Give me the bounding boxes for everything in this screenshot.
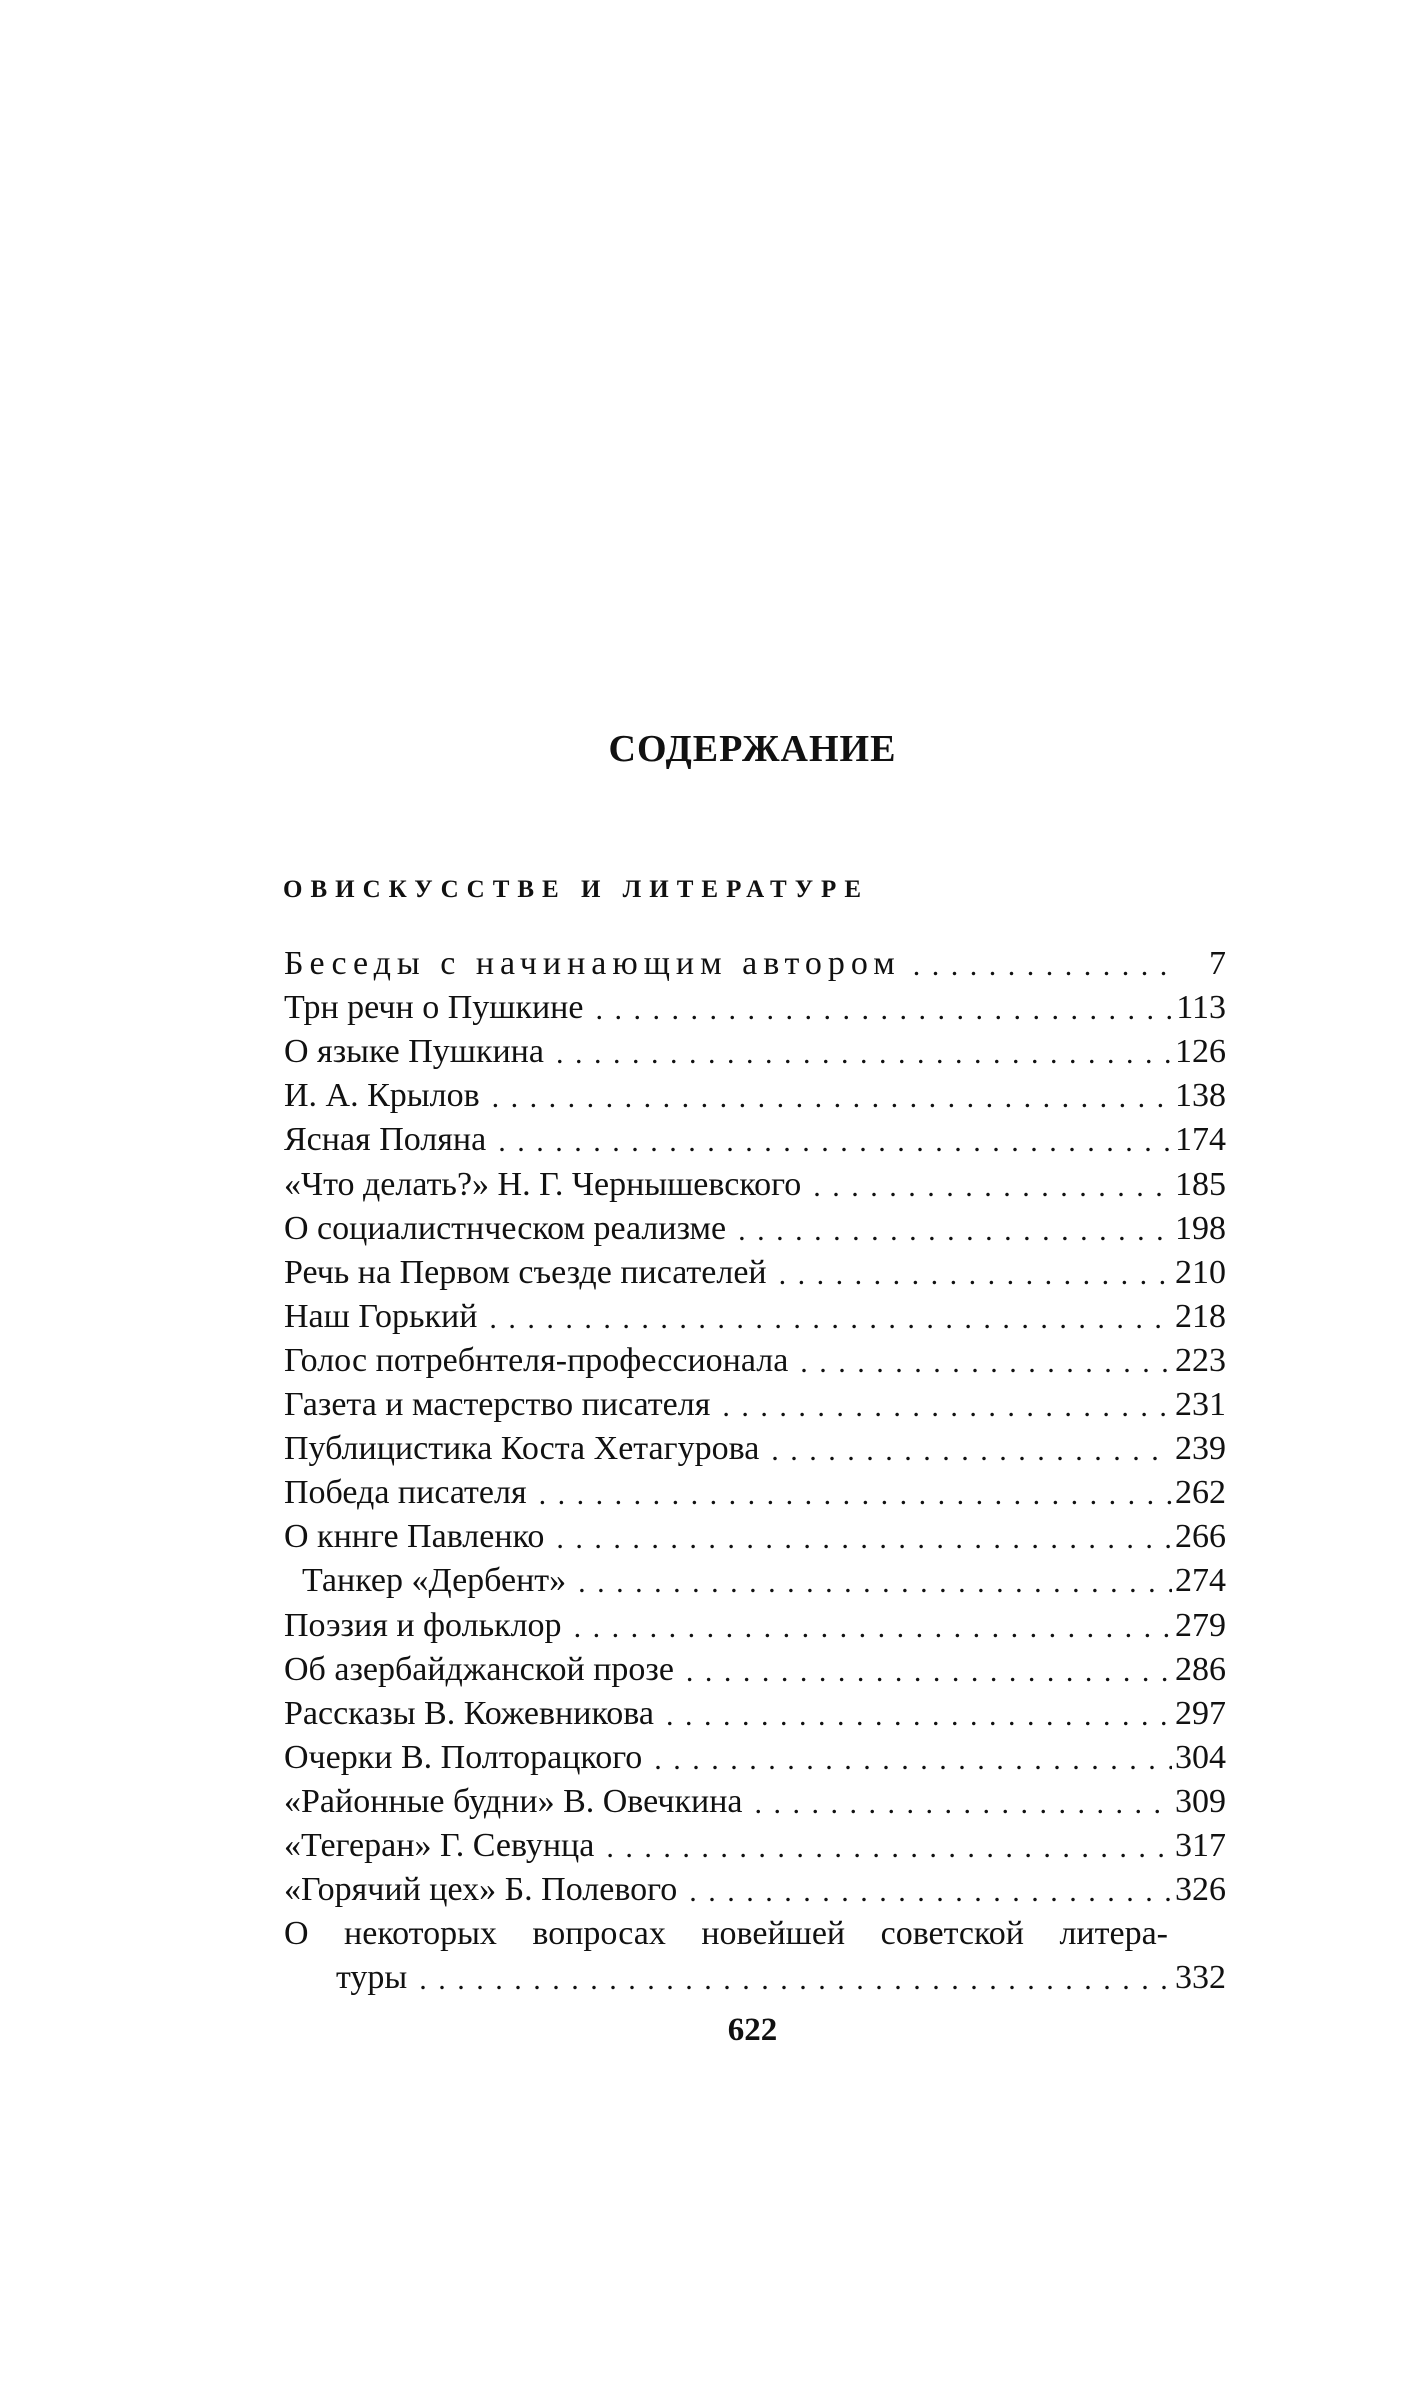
toc-entry bbox=[284, 986, 1226, 1030]
toc-entry-title-line1: О некоторых вопросах новейшей советской литера- bbox=[284, 1915, 1168, 1953]
toc-entry bbox=[284, 1603, 1226, 1647]
toc-entry-page: 297 bbox=[1175, 1694, 1226, 1732]
section-heading: ОВИСКУССТВЕ И ЛИТЕРАТУРЕ bbox=[283, 876, 869, 903]
toc-entry-title-line2: туры bbox=[336, 1959, 408, 1997]
toc-entry-page: 218 bbox=[1175, 1297, 1226, 1335]
toc-entry-multiline bbox=[284, 1912, 1226, 2000]
toc-entry-page: 262 bbox=[1175, 1474, 1226, 1512]
toc-entry bbox=[284, 1515, 1226, 1559]
toc-entry-title: «Тегеран» Г. Севунца bbox=[284, 1826, 595, 1864]
dot-leader bbox=[583, 990, 1172, 1030]
toc-entry bbox=[284, 1427, 1226, 1471]
dot-leader bbox=[594, 1828, 1172, 1868]
toc-entry-page: 185 bbox=[1175, 1165, 1226, 1203]
toc-entry-title: О языке Пушкина bbox=[284, 1033, 544, 1071]
toc-entry-title: Об азербайджанской прозе bbox=[284, 1650, 674, 1688]
toc-entry-page: 198 bbox=[1175, 1209, 1226, 1247]
toc-entry-title: Победа писателя bbox=[284, 1474, 527, 1512]
dot-leader bbox=[677, 1872, 1172, 1912]
toc-entry-title: Газета и мастерство писателя bbox=[284, 1386, 711, 1424]
toc-entry bbox=[284, 1868, 1226, 1912]
toc-entry bbox=[284, 1162, 1226, 1206]
toc-entry-title: Танкер «Дербент» bbox=[302, 1562, 567, 1600]
dot-leader bbox=[642, 1740, 1172, 1780]
toc-entry-title: Рассказы В. Кожевникова bbox=[284, 1694, 654, 1732]
toc-entry-title: Поэзия и фольклор bbox=[284, 1606, 562, 1644]
toc-entry bbox=[284, 1074, 1226, 1118]
toc-entry-title: Ясная Поляна bbox=[284, 1121, 487, 1159]
toc-entry bbox=[284, 1559, 1226, 1603]
toc-entry bbox=[284, 1692, 1226, 1736]
toc-entry-page: 126 bbox=[1175, 1033, 1226, 1071]
toc-entry bbox=[284, 1030, 1226, 1074]
dot-leader bbox=[486, 1122, 1172, 1162]
dot-leader bbox=[674, 1652, 1172, 1692]
dot-leader bbox=[767, 1255, 1172, 1295]
toc-entry-page: 113 bbox=[1176, 989, 1226, 1027]
toc-entry-title: Очерки В. Полторацкого bbox=[284, 1738, 643, 1776]
toc-entry-page: 286 bbox=[1175, 1650, 1226, 1688]
toc-entry bbox=[284, 1736, 1226, 1780]
dot-leader bbox=[788, 1343, 1172, 1383]
toc-entry-title: Наш Горький bbox=[284, 1297, 478, 1335]
toc-entry bbox=[284, 1251, 1226, 1295]
dot-leader bbox=[710, 1387, 1172, 1427]
toc-entry bbox=[284, 1780, 1226, 1824]
toc-entry bbox=[284, 1207, 1226, 1251]
toc-entry-page: 279 bbox=[1175, 1606, 1226, 1644]
dot-leader bbox=[544, 1519, 1172, 1559]
toc-entry-title: «Что делать?» Н. Г. Чернышевского bbox=[284, 1165, 802, 1203]
dot-leader bbox=[566, 1563, 1172, 1603]
toc-entry-page: 7 bbox=[1209, 945, 1226, 983]
toc-entry bbox=[284, 942, 1226, 986]
dot-leader bbox=[901, 946, 1172, 986]
toc-entry-title: Публицистика Коста Хетагурова bbox=[284, 1430, 760, 1468]
dot-leader bbox=[654, 1696, 1172, 1736]
dot-leader bbox=[527, 1475, 1172, 1515]
toc-entry-title: Речь на Первом съезде писателей bbox=[284, 1253, 767, 1291]
toc-entry-page: 332 bbox=[1175, 1959, 1226, 1997]
toc-entry bbox=[284, 1471, 1226, 1515]
toc-entry-title: «Горячий цех» Б. Полевого bbox=[284, 1871, 678, 1909]
toc-entry-page: 174 bbox=[1175, 1121, 1226, 1159]
toc-entry-page: 210 bbox=[1175, 1253, 1226, 1291]
toc-entry-page: 274 bbox=[1175, 1562, 1226, 1600]
toc-entry bbox=[284, 1383, 1226, 1427]
dot-leader bbox=[544, 1034, 1172, 1074]
toc-entry-page: 223 bbox=[1175, 1341, 1226, 1379]
dot-leader bbox=[407, 1960, 1172, 2000]
dot-leader bbox=[743, 1784, 1172, 1824]
toc-entry-title: Трн речн о Пушкине bbox=[284, 989, 584, 1027]
dot-leader bbox=[759, 1431, 1172, 1471]
dot-leader bbox=[801, 1167, 1172, 1207]
toc-entry-title: «Районные будни» В. Овечкина bbox=[284, 1782, 743, 1820]
toc-entry-page: 231 bbox=[1175, 1386, 1226, 1424]
toc-entry bbox=[284, 1648, 1226, 1692]
dot-leader bbox=[480, 1078, 1172, 1118]
toc-entry-page: 239 bbox=[1175, 1430, 1226, 1468]
toc-entry-title: Голос потребнтеля-профессионала bbox=[284, 1341, 789, 1379]
dot-leader bbox=[562, 1608, 1172, 1648]
toc-entry bbox=[284, 1339, 1226, 1383]
toc-entry-page: 138 bbox=[1175, 1077, 1226, 1115]
toc-entry bbox=[284, 1118, 1226, 1162]
dot-leader bbox=[726, 1211, 1172, 1251]
toc-entry-title: О социалистнческом реализме bbox=[284, 1209, 727, 1247]
page-number: 622 bbox=[727, 2012, 778, 2048]
page-title: СОДЕРЖАНИЕ bbox=[608, 728, 897, 770]
toc-entry-page: 304 bbox=[1175, 1738, 1226, 1776]
toc-entry-page: 266 bbox=[1175, 1518, 1226, 1556]
toc-entry-page: 326 bbox=[1175, 1871, 1226, 1909]
toc-entry-title: И. А. Крылов bbox=[284, 1077, 480, 1115]
toc-entry bbox=[284, 1295, 1226, 1339]
toc-entry-title: Беседы с начинающим автором bbox=[284, 945, 901, 983]
toc-entry-page: 309 bbox=[1175, 1782, 1226, 1820]
toc-entry-page: 317 bbox=[1175, 1826, 1226, 1864]
table-of-contents bbox=[284, 942, 1226, 2000]
toc-entry-title: О кннге Павленко bbox=[284, 1518, 545, 1556]
toc-entry-continuation bbox=[284, 1956, 1226, 2000]
toc-entry bbox=[284, 1824, 1226, 1868]
dot-leader bbox=[477, 1299, 1172, 1339]
